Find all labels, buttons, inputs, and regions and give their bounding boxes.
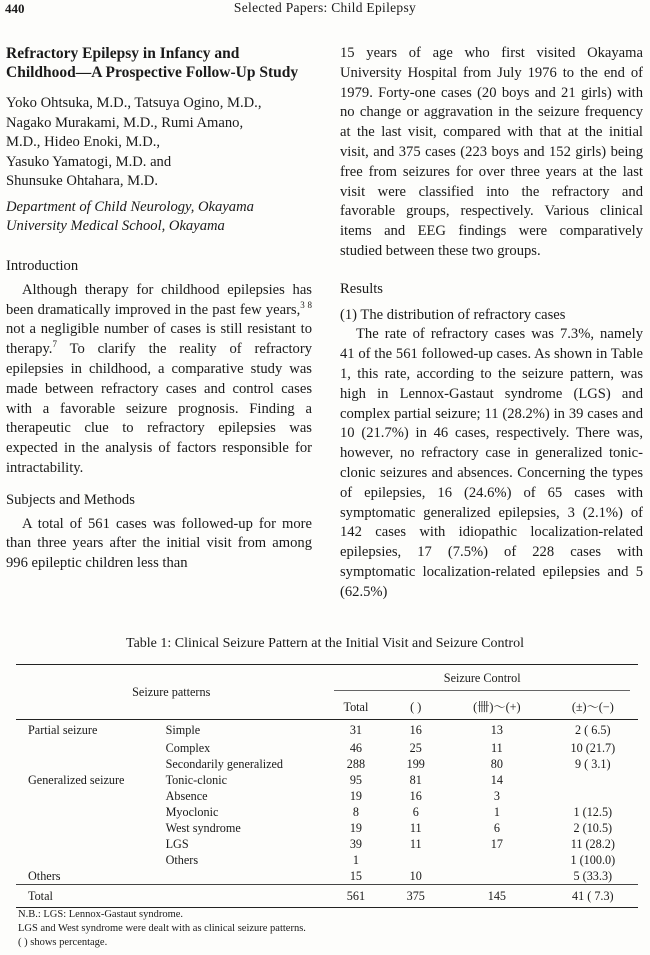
article-title: Refractory Epilepsy in Infancy and Childhood—A Prospective Follow-Up Study [6,45,299,81]
footnote-line: N.B.: LGS: Lennox-Gastaut syndrome. [18,909,184,920]
table-row [16,836,638,852]
reference-superscript: 3 8 [300,299,312,310]
cell-total: 19 [349,788,363,803]
author-line: Nagako Murakami, M.D., Rumi Amano, [6,114,244,131]
row-group-label [16,788,166,804]
seizure-control-label: Seizure Control [334,670,630,691]
cell-a: 11 [409,820,422,835]
cell-c: 5 (33.3) [573,868,613,883]
col-header-c: (±)～(−) [548,695,638,720]
cell-b: 3 [493,788,500,803]
author-line: Shunsuke Ohtahara, M.D. [6,173,158,189]
col-header-seizure-control [326,665,638,696]
table-row [16,756,638,772]
row-sub-label: Complex [165,740,211,755]
cell-a: 16 [409,722,422,737]
cell-b: 13 [490,722,503,737]
author-line: M.D., Hideo Enoki, M.D., [6,134,161,150]
page-number: 440 [5,1,25,16]
row-sub-label: Tonic-clonic [165,772,228,787]
row-sub-label: Secondarily generalized [165,756,284,771]
introduction-heading: Introduction [6,258,79,275]
cell-c: 1 (12.5) [573,804,613,819]
cell-b: 80 [490,756,503,771]
table-caption: Table 1: Clinical Seizure Pattern at the Initial Visit and Seizure Control [126,636,524,651]
methods-heading: Subjects and Methods [6,491,135,508]
results-heading: Results [340,280,383,297]
cell-total: 15 [349,868,363,883]
row-sub-label [166,868,327,885]
footnote-line: LGS and West syndrome were dealt with as clinical seizure patterns. [18,923,306,934]
results-subheading: (1) The distribution of refractory cases [340,306,566,323]
row-sub-label: West syndrome [165,820,241,835]
footnote-line: ( ) shows percentage. [18,937,108,948]
row-group-label [16,836,166,852]
row-group-label: Generalized seizure [28,772,125,787]
cell-b [446,868,548,885]
table-total-row [16,884,638,907]
introduction-paragraph [6,281,312,479]
author-line: Yoko Ohtsuka, M.D., Tatsuya Ogino, M.D., [6,95,262,111]
row-group-label [16,804,166,820]
cell-a [385,852,446,868]
cell-c: 11 (28.2) [570,836,615,851]
total-cell-a: 375 [385,884,446,907]
intro-text-2: not a negligible number of cases is still resistant to therapy. [6,321,312,358]
reference-superscript: 7 [52,339,57,350]
cell-total: 95 [349,772,363,787]
cell-total: 288 [346,756,366,771]
cell-b: 11 [490,740,503,755]
cell-total: 8 [352,804,359,819]
row-sub-label: LGS [165,836,189,851]
cell-a: 199 [406,756,425,771]
table-row [16,868,638,885]
total-cell-total: 561 [326,884,385,907]
author-list [6,94,312,192]
cell-c: 9 ( 3.1) [575,756,611,771]
col-header-a: ( ) [385,695,446,720]
cell-c [548,772,638,788]
cell-a: 81 [409,772,422,787]
row-group-label [16,740,166,756]
cell-c: 2 ( 6.5) [575,722,611,737]
total-label: Total [16,884,166,907]
seizure-table [16,664,638,908]
cell-total: 31 [349,722,363,737]
left-column [6,44,312,586]
cell-a: 10 [409,868,422,883]
results-paragraph: The rate of refractory cases was 7.3%, namely 41 of the 561 followed-up cases. As shown in Table 1, this rate, according to the seizure pattern, was high in Lennox-Gastaut syndrome (LGS) and complex partial seizure; 11 (28.2%) in 39 cases and 10 (21.7%) in 46 cases, respectively. There was, however, no refractory case in generalized tonic-clonic seizures and absences. Concerning the types of epilepsies, 16 (24.6%) of 65 cases with symptomatic generalized epilepsies, 3 (2.1%) of 142 cases with idiopathic localization-related epilepsies, 17 (7.5%) of 228 cases with symptomatic localization-related epilepsies and 5 (62.5%) [340,326,643,600]
row-sub-label: Simple [165,722,201,737]
cell-a: 25 [409,740,422,755]
total-blank [166,884,327,907]
row-group-label: Others [28,868,61,883]
col-header-total: Total [326,695,385,720]
table-row [16,804,638,820]
col-header-seizure-patterns: Seizure patterns [16,665,326,720]
department-affiliation: Department of Child Neurology, Okayama University Medical School, Okayama [6,198,254,235]
col-header-b: (卌)～(+) [446,695,548,720]
row-group-label [16,852,166,868]
cell-total: 39 [349,836,363,851]
methods-paragraph-right: 15 years of age who first visited Okayama University Hospital from July 1976 to the end of 1979. Forty-one cases (20 boys and 21 girls) with no change or aggravation in the seizure frequency at the last visit, compared with that at the initial visit, and 375 cases (223 boys and 152 girls) being free from seizures for over three years at the last visit were classified into the refractory and favorable groups, respectively. Various clinical items and EEG findings were comparatively studied between these two groups. [340,45,643,259]
cell-a: 11 [409,836,422,851]
author-line: Yasuko Yamatogi, M.D. and [6,153,172,170]
total-cell-b: 145 [446,884,548,907]
row-sub-label: Others [165,852,199,867]
cell-b: 1 [493,804,500,819]
cell-a: 6 [412,804,419,819]
cell-c: 2 (10.5) [573,820,613,835]
cell-total: 19 [349,820,363,835]
row-sub-label: Myoclonic [165,804,219,819]
table-row [16,852,638,868]
page-header [0,0,650,20]
intro-text-3: To clarify the reality of refractory epilepsies in childhood, a comparative study was made between refractory cases and control cases with a favorable seizure prognosis. Finding a therapeutic clue to refractory epilepsies was expected in the analysis of factors responsible for intractability. [6,341,312,477]
table-row [16,740,638,756]
cell-b: 6 [493,820,500,835]
row-group-label [16,820,166,836]
cell-c [548,788,638,804]
table-footnotes [18,908,306,950]
table-row [16,720,638,740]
cell-b: 14 [490,772,503,787]
row-group-label [16,756,166,772]
methods-paragraph-left: A total of 561 cases was followed-up for more than three years after the initial visit from among 996 epileptic children less than [6,515,312,572]
table-row [16,772,638,788]
cell-a: 16 [409,788,422,803]
cell-total: 46 [349,740,363,755]
cell-b: 17 [490,836,503,851]
cell-b [446,852,548,868]
row-group-label: Partial seizure [28,722,98,737]
cell-c: 1 (100.0) [570,852,616,867]
total-cell-c: 41 ( 7.3) [548,884,638,907]
right-column [340,44,643,615]
running-title: Selected Papers: Child Epilepsy [233,0,417,15]
row-sub-label: Absence [165,788,208,803]
cell-total: 1 [352,852,359,867]
table-row [16,820,638,836]
cell-c: 10 (21.7) [570,740,616,755]
table-row [16,788,638,804]
intro-text-1: Although therapy for childhood epilepsies has been dramatically improved in the past few years, [6,281,312,318]
